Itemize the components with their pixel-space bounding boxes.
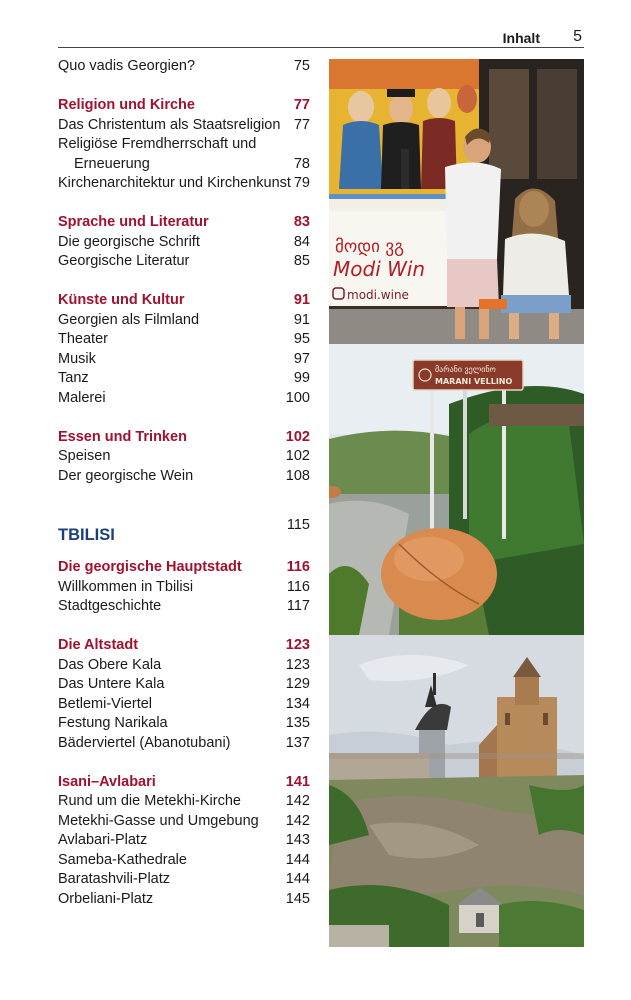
toc-entry-label: Erneuerung (74, 155, 150, 172)
toc-section-page: 141 (285, 773, 310, 790)
toc-entry-page: 143 (285, 832, 310, 848)
toc-entry-label: Orbeliani-Platz (58, 890, 154, 907)
toc-entry[interactable] (58, 734, 310, 754)
toc-entry-page: 116 (286, 578, 310, 595)
toc-entry-label: Das Untere Kala (58, 676, 165, 692)
toc-entry-page: 142 (285, 793, 310, 809)
toc-entry-page: 85 (293, 253, 310, 269)
toc-section-page: 116 (286, 559, 310, 575)
toc-entry-label: Religiöse Fremdherrschaft und (58, 136, 257, 152)
toc-section-heading[interactable] (58, 558, 310, 578)
toc-entry[interactable] (58, 597, 310, 617)
toc-entry-page: 137 (285, 734, 310, 751)
toc-entry-page: 144 (285, 871, 310, 887)
toc-entry-label: Metekhi-Gasse und Umgebung (58, 812, 259, 829)
toc-entry-page: 99 (293, 370, 310, 386)
mural-text-georgian: მოდი ვგ (335, 237, 404, 257)
toc-entry-page: 77 (293, 116, 310, 133)
toc-entry-page: 97 (293, 350, 310, 367)
photo-column (329, 59, 584, 947)
toc-section-title: Isani–Avlabari (58, 773, 156, 790)
toc-entry[interactable] (58, 831, 310, 851)
toc-section-title: Essen und Trinken (58, 428, 187, 445)
toc-entry-label: Quo vadis Georgien? (58, 58, 196, 74)
toc-entry[interactable] (58, 311, 310, 331)
toc-entry-label: Das Obere Kala (58, 656, 162, 673)
toc-entry-label: Bäderviertel (Abanotubani) (58, 734, 231, 751)
toc-entry[interactable] (58, 792, 310, 812)
toc-section-page: 102 (285, 428, 310, 445)
toc-entry-label: Das Christentum als Staatsreligion (58, 116, 281, 133)
toc-section-title: Die Altstadt (58, 637, 139, 653)
toc-entry-page: 95 (293, 331, 310, 347)
toc-section-heading[interactable] (58, 291, 310, 311)
page-header (58, 28, 584, 48)
toc-entry-page: 145 (285, 890, 310, 907)
toc-entry-label: Der georgische Wein (58, 467, 194, 484)
toc-section-title: Die georgische Hauptstadt (58, 559, 242, 575)
toc-entry[interactable] (58, 695, 310, 715)
toc-entry[interactable] (58, 252, 310, 272)
toc-entry[interactable] (58, 870, 310, 890)
toc-entry[interactable] (58, 714, 310, 734)
sign-text-latin: MARANI VELLINO (435, 377, 513, 386)
toc-section-heading[interactable] (58, 773, 310, 793)
toc-entry-page: 100 (285, 389, 310, 406)
photo-winery-sign-qvevri (329, 344, 584, 635)
mural-text-latin: Modi Win (333, 257, 426, 281)
toc-section-heading[interactable] (58, 213, 310, 233)
toc-entry[interactable] (58, 812, 310, 832)
toc-entry-page: 79 (293, 175, 310, 191)
toc-entry-label: Tanz (58, 370, 89, 386)
toc-entry-page: 129 (285, 676, 310, 692)
toc-section-title: Religion und Kirche (58, 97, 195, 113)
photo-wine-bar-mural (329, 59, 584, 344)
toc-entry-page: 102 (285, 448, 310, 464)
toc-section-heading[interactable] (58, 96, 310, 116)
toc-section-title: Künste und Kultur (58, 292, 185, 308)
toc-entry-page: 108 (285, 467, 310, 484)
toc-entry-page: 117 (286, 598, 310, 614)
toc-entry-label: Georgische Literatur (58, 253, 190, 269)
toc-entry[interactable] (58, 350, 310, 370)
photo-metekhi-church (329, 635, 584, 947)
toc-entry-label: Stadtgeschichte (58, 598, 162, 614)
toc-section-title: Sprache und Literatur (58, 214, 209, 230)
toc-entry[interactable] (58, 467, 310, 487)
toc-entry[interactable] (58, 233, 310, 253)
toc-entry[interactable] (58, 890, 310, 910)
toc-region-heading[interactable] (58, 519, 310, 543)
toc-entry-label: Speisen (58, 448, 111, 464)
toc-entry[interactable] (58, 135, 310, 155)
toc-section-page: 123 (285, 637, 310, 653)
toc-entry-page: 134 (285, 695, 310, 712)
toc-entry-label: Festung Narikala (58, 715, 168, 731)
toc-entry-label: Willkommen in Tbilisi (58, 578, 194, 595)
toc-entry[interactable] (58, 851, 310, 871)
toc-entry-label: Die georgische Schrift (58, 233, 200, 250)
toc-entry-label: Malerei (58, 389, 106, 406)
mural-handle: modi.wine (347, 288, 409, 302)
toc-entry[interactable] (58, 389, 310, 409)
table-of-contents (58, 57, 310, 909)
toc-section-page: 77 (293, 97, 310, 113)
toc-entry[interactable] (58, 578, 310, 598)
toc-entry-page: 135 (285, 715, 310, 731)
toc-region-page: 115 (286, 517, 310, 533)
toc-region-title: TBILISI (58, 526, 115, 544)
toc-entry[interactable] (58, 116, 310, 136)
toc-entry-label: Kirchenarchitektur und Kirchenkunst (58, 175, 291, 191)
toc-entry-page: 78 (293, 155, 310, 172)
toc-entry-page: 123 (285, 656, 310, 673)
toc-entry[interactable] (58, 656, 310, 676)
toc-entry[interactable] (58, 675, 310, 695)
toc-entry-label: Theater (58, 331, 108, 347)
toc-section-heading[interactable] (58, 428, 310, 448)
toc-entry-page: 91 (293, 311, 310, 328)
toc-entry-label: Musik (58, 350, 96, 367)
toc-entry-continuation[interactable] (58, 155, 310, 175)
toc-entry-label: Rund um die Metekhi-Kirche (58, 793, 241, 809)
toc-section-page: 83 (293, 214, 310, 230)
sign-text-georgian: მარანი ველინო (435, 365, 496, 374)
toc-entry[interactable] (58, 330, 310, 350)
header-title: Inhalt (502, 30, 540, 46)
toc-entry-page: 84 (293, 233, 310, 250)
toc-entry[interactable] (58, 174, 310, 194)
header-page-number: 5 (573, 28, 582, 45)
toc-entry-label: Avlabari-Platz (58, 832, 148, 848)
toc-entry[interactable] (58, 369, 310, 389)
toc-entry[interactable] (58, 57, 310, 77)
toc-entry-label: Baratashvili-Platz (58, 871, 171, 887)
toc-entry-label: Georgien als Filmland (58, 311, 200, 328)
toc-entry-page: 144 (285, 851, 310, 868)
toc-entry-label: Sameba-Kathedrale (58, 851, 187, 868)
toc-section-page: 91 (293, 292, 310, 308)
toc-entry-page: 75 (293, 58, 310, 74)
toc-section-heading[interactable] (58, 636, 310, 656)
toc-entry-label: Betlemi-Viertel (58, 695, 153, 712)
toc-entry[interactable] (58, 447, 310, 467)
toc-entry-page: 142 (285, 812, 310, 829)
